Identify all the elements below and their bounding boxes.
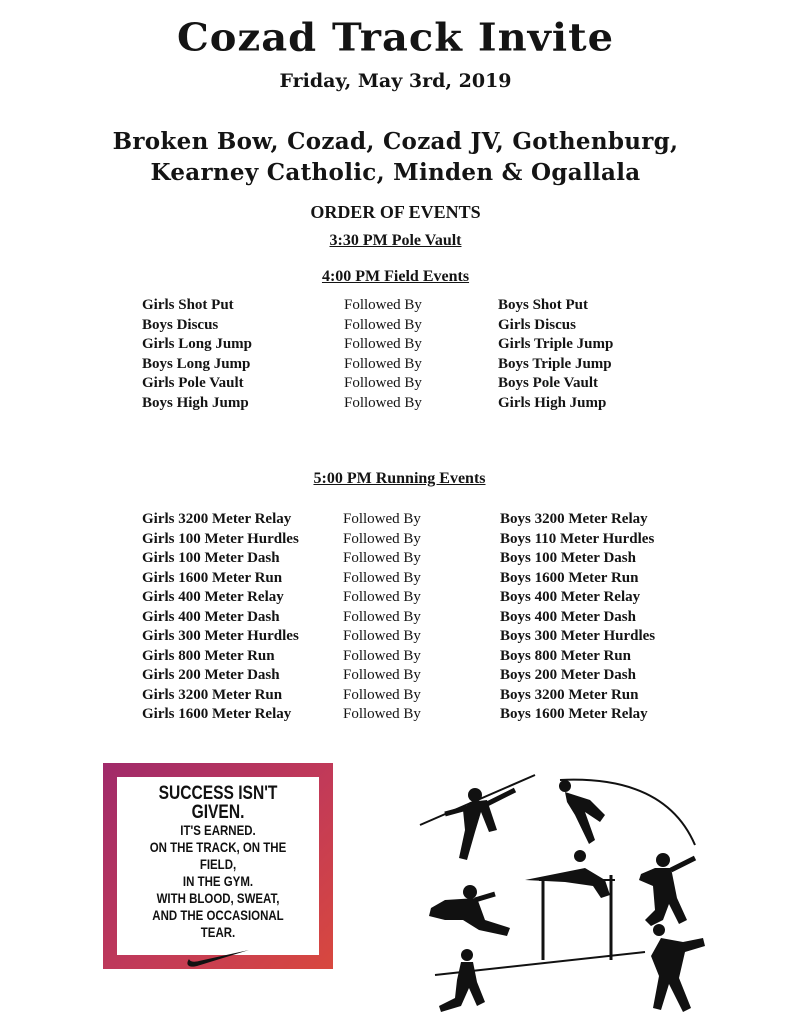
event-date: Friday, May 3rd, 2019 xyxy=(279,70,512,92)
field-event-row xyxy=(0,336,791,356)
followed-by: Followed By xyxy=(344,355,422,372)
second-event: Girls Discus xyxy=(498,316,576,333)
poster-line-4: ON THE TRACK, ON THE FIELD, xyxy=(149,839,287,872)
first-event: Girls 3200 Meter Run xyxy=(142,686,283,703)
order-of-events-heading: ORDER OF EVENTS xyxy=(310,202,481,222)
first-event: Boys High Jump xyxy=(142,394,249,411)
followed-by: Followed By xyxy=(343,550,421,566)
second-event: Boys Pole Vault xyxy=(498,375,599,391)
field-event-row xyxy=(0,297,791,317)
first-event: Girls 800 Meter Run xyxy=(142,647,275,664)
followed-by: Followed By xyxy=(344,297,422,313)
field-event-row xyxy=(0,375,791,395)
second-event: Boys 1600 Meter Relay xyxy=(500,706,648,722)
track-athletes-silhouettes-icon xyxy=(415,770,715,1020)
running-event-row xyxy=(0,648,791,668)
field-event-row xyxy=(0,317,791,337)
first-event: Girls 1600 Meter Run xyxy=(142,569,283,586)
first-event: Girls 3200 Meter Relay xyxy=(142,511,292,527)
second-event: Boys 100 Meter Dash xyxy=(500,550,636,566)
first-event: Girls 400 Meter Relay xyxy=(142,589,284,605)
running-events-list xyxy=(0,511,791,726)
poster-line-3: IT'S EARNED. xyxy=(180,822,256,838)
field-event-row xyxy=(0,356,791,376)
second-event: Boys 1600 Meter Run xyxy=(500,569,639,586)
followed-by: Followed By xyxy=(343,647,421,664)
motivational-poster xyxy=(103,763,333,969)
poster-line-7: AND THE OCCASIONAL TEAR. xyxy=(152,907,284,940)
followed-by: Followed By xyxy=(343,628,421,644)
first-event: Boys Long Jump xyxy=(142,355,251,372)
first-event: Boys Discus xyxy=(142,316,219,333)
running-event-row xyxy=(0,570,791,590)
running-event-row xyxy=(0,667,791,687)
running-event-row xyxy=(0,687,791,707)
first-event: Girls 200 Meter Dash xyxy=(142,667,280,683)
followed-by: Followed By xyxy=(343,706,421,722)
poster-line-2: GIVEN. xyxy=(191,802,245,823)
second-event: Boys 3200 Meter Relay xyxy=(500,511,648,527)
shot-putter-icon xyxy=(639,853,695,926)
running-event-row xyxy=(0,628,791,648)
first-event: Girls Shot Put xyxy=(142,297,234,313)
poster-line-6: WITH BLOOD, SWEAT, xyxy=(156,890,280,906)
second-event: Girls Triple Jump xyxy=(498,336,614,352)
event-title: Cozad Track Invite xyxy=(176,15,615,60)
schools-line-2: Kearney Catholic, Minden & Ogallala xyxy=(150,159,641,186)
second-event: Girls High Jump xyxy=(498,394,607,411)
field-events-heading: 4:00 PM Field Events xyxy=(321,268,470,285)
first-event: Girls 300 Meter Hurdles xyxy=(142,628,299,644)
followed-by: Followed By xyxy=(343,667,421,683)
poster-line-5: IN THE GYM. xyxy=(182,873,254,889)
first-event: Girls Long Jump xyxy=(142,336,253,352)
running-event-row xyxy=(0,550,791,570)
second-event: Boys Shot Put xyxy=(498,297,589,313)
followed-by: Followed By xyxy=(344,336,422,352)
schools-line-1: Broken Bow, Cozad, Cozad JV, Gothenburg, xyxy=(112,128,679,155)
first-event: Girls Pole Vault xyxy=(142,375,244,391)
pole-vaulter-icon xyxy=(559,780,695,845)
high-jumper-icon xyxy=(525,850,615,960)
running-event-row xyxy=(0,589,791,609)
second-event: Boys 400 Meter Dash xyxy=(500,608,636,625)
second-event: Boys 3200 Meter Run xyxy=(500,686,639,703)
followed-by: Followed By xyxy=(343,686,421,703)
long-jumper-icon xyxy=(429,885,510,936)
runner-icon xyxy=(435,949,645,1012)
second-event: Boys 300 Meter Hurdles xyxy=(500,628,656,644)
first-event: Girls 100 Meter Dash xyxy=(142,550,280,566)
second-event: Boys 200 Meter Dash xyxy=(500,667,636,683)
followed-by: Followed By xyxy=(343,608,421,625)
first-event: Girls 1600 Meter Relay xyxy=(142,706,292,722)
first-event: Girls 100 Meter Hurdles xyxy=(142,530,299,547)
javelin-thrower-icon xyxy=(420,775,535,860)
followed-by: Followed By xyxy=(344,316,422,333)
second-event: Boys 400 Meter Relay xyxy=(500,589,641,605)
running-event-row xyxy=(0,531,791,551)
followed-by: Followed By xyxy=(344,375,422,391)
followed-by: Followed By xyxy=(343,589,421,605)
running-event-row xyxy=(0,706,791,726)
poster-content xyxy=(117,777,319,955)
swoosh-icon xyxy=(117,947,319,974)
running-event-row xyxy=(0,511,791,531)
field-event-row xyxy=(0,395,791,415)
field-events-list xyxy=(0,297,791,414)
running-events-heading: 5:00 PM Running Events xyxy=(313,470,486,487)
second-event: Boys 800 Meter Run xyxy=(500,647,631,664)
pole-vault-heading: 3:30 PM Pole Vault xyxy=(329,232,462,249)
followed-by: Followed By xyxy=(343,530,421,547)
followed-by: Followed By xyxy=(343,569,421,586)
second-event: Boys Triple Jump xyxy=(498,355,612,372)
poster-line-1: SUCCESS ISN'T xyxy=(158,783,278,804)
followed-by: Followed By xyxy=(343,511,421,527)
second-event: Boys 110 Meter Hurdles xyxy=(500,530,655,547)
followed-by: Followed By xyxy=(344,394,422,411)
running-event-row xyxy=(0,609,791,629)
first-event: Girls 400 Meter Dash xyxy=(142,608,280,625)
discus-thrower-icon xyxy=(651,924,705,1012)
